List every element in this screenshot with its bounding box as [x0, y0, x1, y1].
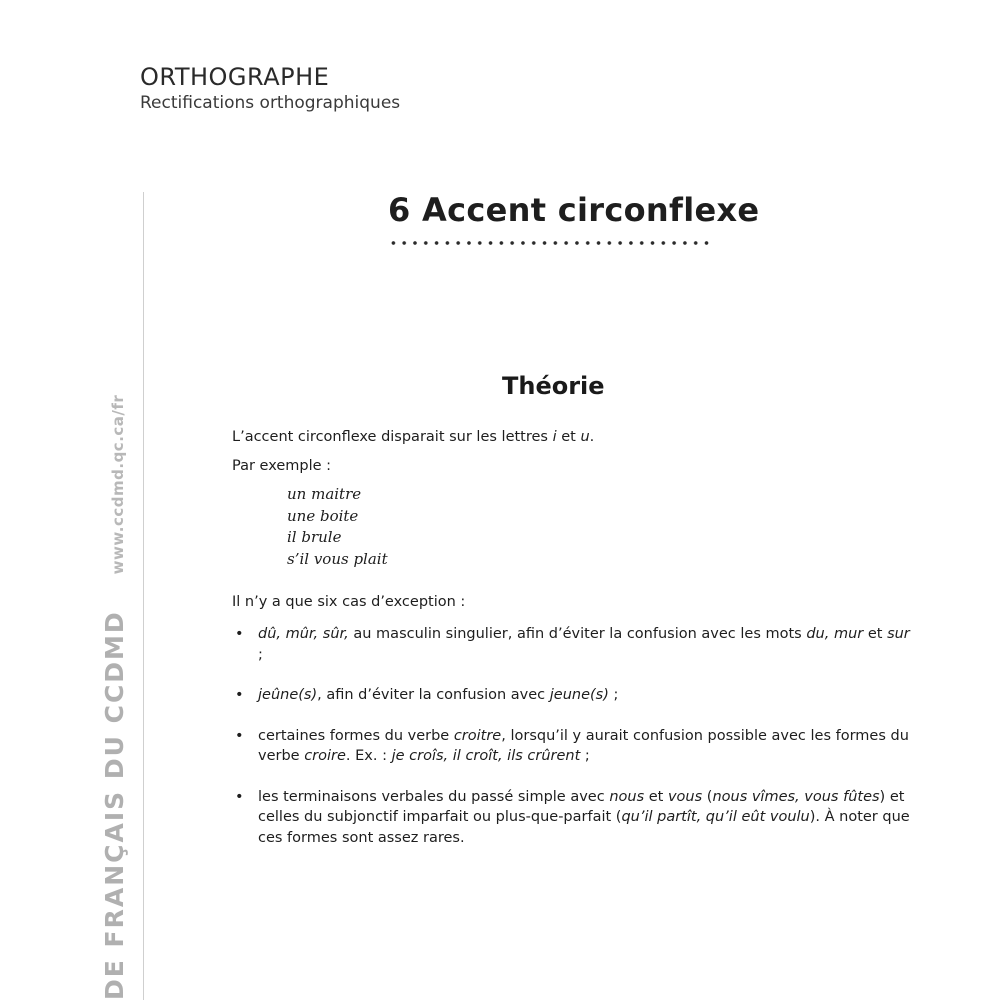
exception-item: [232, 787, 912, 849]
exception-text-segment: je croîs, il croît, ils crûrent: [391, 748, 581, 764]
exception-text-segment: certaines formes du verbe: [258, 727, 454, 744]
exception-text-segment: ;: [258, 646, 263, 663]
section-title: Théorie: [502, 372, 605, 400]
side-divider: [143, 192, 144, 1000]
intro-letter-u: u: [580, 429, 590, 445]
exception-text-segment: nous vîmes, vous fûtes: [712, 788, 880, 805]
exception-item: [232, 685, 912, 706]
intro-paragraph: [232, 427, 912, 447]
exception-text-segment: les terminaisons verbales du passé simple avec: [258, 788, 610, 805]
intro-connector: et: [556, 429, 581, 445]
exception-text-segment: , lorsqu’il y aurait confusion possible avec les formes du verbe: [258, 727, 909, 764]
exception-text-segment: au masculin singulier, afin d’éviter la confusion avec les mots: [348, 626, 807, 642]
exception-text-segment: (: [702, 788, 713, 805]
exception-text-segment: sur: [887, 626, 910, 642]
exception-text-segment: jeûne(s): [258, 687, 318, 703]
exception-text-segment: qu’il partît, qu’il eût voulu: [621, 809, 810, 825]
exception-text-segment: du, mur: [806, 626, 864, 642]
exception-list: [232, 624, 912, 868]
bullet-icon: •: [235, 727, 244, 744]
bullet-icon: •: [235, 788, 244, 805]
intro-end: .: [589, 429, 595, 445]
header-subtitle: Rectifications orthographiques: [140, 93, 401, 113]
exception-text-segment: croitre: [453, 727, 502, 744]
exception-text-segment: ). À noter que ces formes sont assez rares.: [258, 809, 910, 846]
exception-item: [232, 726, 912, 767]
exception-text-segment: ) et celles du subjonctif imparfait ou plus-que-parfait (: [258, 788, 905, 825]
sidebar-brand: DE FRANÇAIS DU CCDMD: [100, 610, 129, 1000]
exception-text-segment: et: [644, 788, 668, 805]
exception-text-segment: nous: [609, 788, 645, 805]
exception-text-segment: . Ex. :: [345, 748, 392, 764]
exception-text-segment: croire: [304, 748, 346, 764]
exception-text-segment: jeune(s): [549, 687, 609, 703]
exception-text-segment: vous: [667, 788, 703, 805]
sidebar-vertical-text: [100, 395, 130, 1000]
intro-letter-i: i: [552, 429, 557, 445]
example-lead: Par exemple :: [232, 458, 332, 474]
chapter-title: 6 Accent circonflexe: [388, 191, 760, 229]
exceptions-lead: Il n’y a que six cas d’exception :: [232, 594, 466, 610]
exception-text-segment: ;: [580, 748, 590, 764]
example-item: s’il vous plait: [287, 549, 388, 568]
example-item: un maitre: [287, 485, 362, 503]
exception-text-segment: ;: [608, 687, 619, 703]
sidebar-url: www.ccdmd.qc.ca/fr: [109, 394, 127, 575]
page-header: [140, 62, 400, 114]
exception-text-segment: dû, mûr, sûr,: [258, 626, 349, 642]
exception-text-segment: et: [863, 626, 888, 642]
header-title: ORTHOGRAPHE: [140, 63, 330, 91]
exception-text-segment: , afin d’éviter la confusion avec: [317, 687, 550, 703]
exception-item: [232, 624, 912, 665]
bullet-icon: •: [235, 626, 244, 642]
bullet-icon: •: [235, 687, 244, 703]
example-item: il brule: [287, 528, 342, 546]
example-item: une boite: [287, 506, 359, 525]
chapter-dotted-rule: [388, 240, 712, 246]
intro-text: L’accent circonflexe disparait sur les lettres: [232, 429, 553, 445]
example-list: [287, 484, 388, 570]
